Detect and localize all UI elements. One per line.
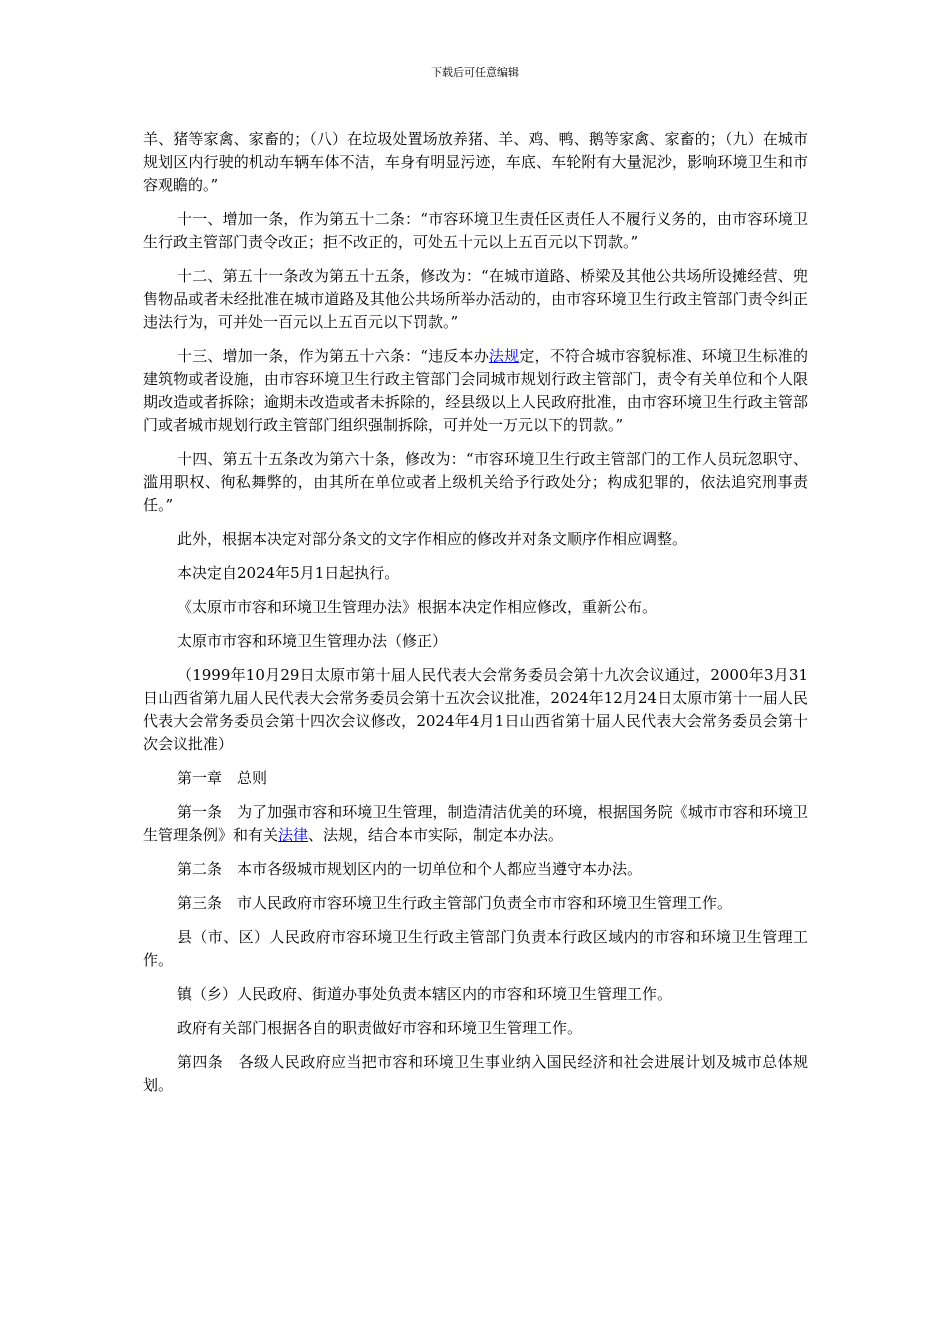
article-1-text-b: 、法规，结合本市实际，制定本办法。 <box>308 826 564 844</box>
paragraph-supplement: 此外，根据本决定对部分条文的文字作相应的修改并对条文顺序作相应调整。 <box>177 530 688 548</box>
chapter-heading: 第一章 总则 <box>177 769 268 787</box>
document-body <box>143 128 808 1108</box>
article-3-clause-county: 县（市、区）人民政府市容环境卫生行政主管部门负责本行政区域内的市容和环境卫生管理工作。 <box>143 928 808 969</box>
article-4: 第四条 各级人民政府应当把市容和环境卫生事业纳入国民经济和社会进展计划及城市总体规划。 <box>143 1053 808 1094</box>
paragraph-item-13-text-b: 定，不符合城市容貌标准、环境卫生标准的建筑物或者设施，由市容环境卫生行政主管部门会同城市规划行政主管部门，责令有关单位和个人限期改造或者拆除；逾期未改造或者未拆除的，经县级以上人民政府批准，由市容环境卫生行政主管部门或者城市规划行政主管部门组织强制拆除，可并处一万元以下的罚款。” <box>143 347 808 434</box>
article-2: 第二条 本市各级城市规划区内的一切单位和个人都应当遵守本办法。 <box>177 860 643 878</box>
page-header: 下载后可任意编辑 <box>431 66 519 79</box>
paragraph-legislative-history: （1999年10月29日太原市第十届人民代表大会常务委员会第十九次会议通过，2000年3月31日山西省第九届人民代表大会常务委员会第十五次会议批准，2024年12月24日太原市第十一届人民代表大会常务委员会第十四次会议修改，2024年4月1日山西省第十届人民代表大会常务委员会第十次会议批准） <box>143 666 808 753</box>
paragraph-item-13-text-a: 十三、增加一条，作为第五十六条：“违反本办 <box>177 347 489 365</box>
regulation-link[interactable]: 法规 <box>488 347 520 365</box>
paragraph-item-13 <box>143 345 808 437</box>
paragraph-item-12: 十二、第五十一条改为第五十五条，修改为：“在城市道路、桥梁及其他公共场所设摊经营、兜售物品或者未经批准在城市道路及其他公共场所举办活动的，由市容环境卫生行政主管部门责令纠正违法行为，可并处一百元以上五百元以下罚款。” <box>143 267 808 331</box>
paragraph-republish: 《太原市市容和环境卫生管理办法》根据本决定作相应修改，重新公布。 <box>177 598 658 616</box>
paragraph-item-11: 十一、增加一条，作为第五十二条：“市容环境卫生责任区责任人不履行义务的，由市容环境卫生行政主管部门责令改正；拒不改正的，可处五十元以上五百元以下罚款。” <box>143 210 808 251</box>
article-1-text-a: 第一条 为了加强市容和环境卫生管理，制造清洁优美的环境，根据国务院《城市市容和环境卫生管理条例》和有关 <box>143 803 808 844</box>
document-subtitle: 太原市市容和环境卫生管理办法（修正） <box>177 632 448 650</box>
article-1 <box>143 801 808 847</box>
paragraph-effective-date: 本决定自2024年5月1日起执行。 <box>177 564 400 582</box>
law-link[interactable]: 法律 <box>278 826 309 844</box>
article-3-clause-departments: 政府有关部门根据各自的职责做好市容和环境卫生管理工作。 <box>177 1019 583 1037</box>
article-3-clause-town: 镇（乡）人民政府、街道办事处负责本辖区内的市容和环境卫生管理工作。 <box>177 985 673 1003</box>
article-3: 第三条 市人民政府市容环境卫生行政主管部门负责全市市容和环境卫生管理工作。 <box>177 894 733 912</box>
paragraph-continuation: 羊、猪等家禽、家畜的；（八）在垃圾处置场放养猪、羊、鸡、鸭、鹅等家禽、家畜的；（九）在城市规划区内行驶的机动车辆车体不洁，车身有明显污迹，车底、车轮附有大量泥沙，影响环境卫生和市容观瞻的。” <box>143 130 808 194</box>
paragraph-item-14: 十四、第五十五条改为第六十条，修改为：“市容环境卫生行政主管部门的工作人员玩忽职守、滥用职权、徇私舞弊的，由其所在单位或者上级机关给予行政处分；构成犯罪的，依法追究刑事责任。” <box>143 450 808 514</box>
